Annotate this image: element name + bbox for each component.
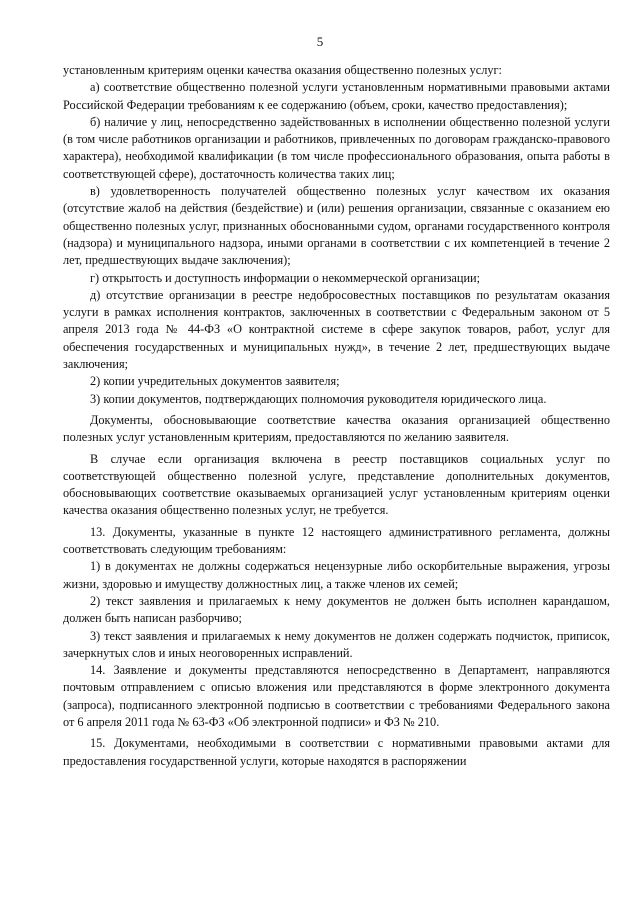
paragraph-requirement-3: 3) текст заявления и прилагаемых к нему документов не должен содержать подчисток, приписок, зачеркнутых слов и иных неоговоренных исправлений. (63, 628, 610, 660)
document-body (63, 62, 610, 770)
paragraph-section-15: 15. Документами, необходимыми в соответствии с нормативными правовыми актами для предоставления государственной услуги, которые находятся в распоряжении (63, 736, 610, 768)
paragraph-requirement-1: 1) в документах не должны содержаться нецензурные либо оскорбительные выражения, угрозы жизни, здоровью и имуществу должностных лиц, а также членов их семей; (63, 559, 610, 591)
page-number: 5 (316, 34, 324, 49)
paragraph-criterion-g: г) открытость и доступность информации о некоммерческой организации; (90, 270, 481, 285)
paragraph-continuation: установленным критериям оценки качества оказания общественно полезных услуг: (63, 63, 502, 77)
paragraph-item-3: 3) копии документов, подтверждающих полномочия руководителя юридического лица. (90, 391, 547, 406)
paragraph-criterion-b: б) наличие у лиц, непосредственно задействованных в исполнении общественно полезной услуги (в том числе работников организации и работников, привлеченных по договорам гражданско-правового характера), необходимой квалификации (в том числе профессионального образования, опыта работы в соответствующей сфере), достаточность количества таких лиц; (63, 114, 610, 181)
paragraph-documents-optional: Документы, обосновывающие соответствие качества оказания организацией общественно полезных услуг установленным критериям, предоставляются по желанию заявителя. (63, 412, 610, 445)
paragraph-criterion-d: д) отсутствие организации в реестре недобросовестных поставщиков по результатам оказания услуги в рамках исполнения контрактов, заключенных в соответствии с Федеральным законом от 5 апреля 2013 года № 44-ФЗ «О контрактной системе в сфере закупок товаров, работ, услуг для обеспечения государственных и муниципальных нужд», в течение 2 лет, предшествующих выдаче заключения; (63, 287, 610, 372)
paragraph-registry-exception: В случае если организация включена в реестр поставщиков социальных услуг по соответствующей общественно полезной услуге, представление дополнительных документов, обосновывающих соответствие оказываемых организацией услуг установленным критериям оценки качества оказания общественно полезных услуг, не требуется. (63, 451, 610, 518)
paragraph-section-13: 13. Документы, указанные в пункте 12 настоящего административного регламента, должны соответствовать следующим требованиям: (63, 524, 610, 557)
paragraph-section-14: 14. Заявление и документы представляются непосредственно в Департамент, направляются почтовым отправлением с описью вложения или представляются в форме электронного документа (запроса), подписанного электронной подписью в соответствии с требованиями Федерального закона от 6 апреля 2011 года № 63-ФЗ «Об электронной подписи» и ФЗ № 210. (63, 663, 610, 729)
paragraph-requirement-2: 2) текст заявления и прилагаемых к нему документов не должен быть исполнен карандашом, должен быть написан разборчиво; (63, 593, 610, 626)
paragraph-criterion-v: в) удовлетворенность получателей общественно полезных услуг качеством их оказания (отсутствие жалоб на действия (бездействие) и (или) решения организации, связанные с оказанием ею общественно полезных услуг, признанных обоснованными судом, органами государственного контроля (надзора) и муниципального надзора, иными органами в соответствии с их компетенцией в течение 2 лет, предшествующих выдаче заключения); (63, 184, 610, 268)
paragraph-criterion-a: а) соответствие общественно полезной услуги установленным нормативными правовыми актами Российской Федерации требованиям к ее содержанию (объем, сроки, качество предоставления); (63, 80, 610, 112)
paragraph-item-2: 2) копии учредительных документов заявителя; (90, 374, 340, 389)
